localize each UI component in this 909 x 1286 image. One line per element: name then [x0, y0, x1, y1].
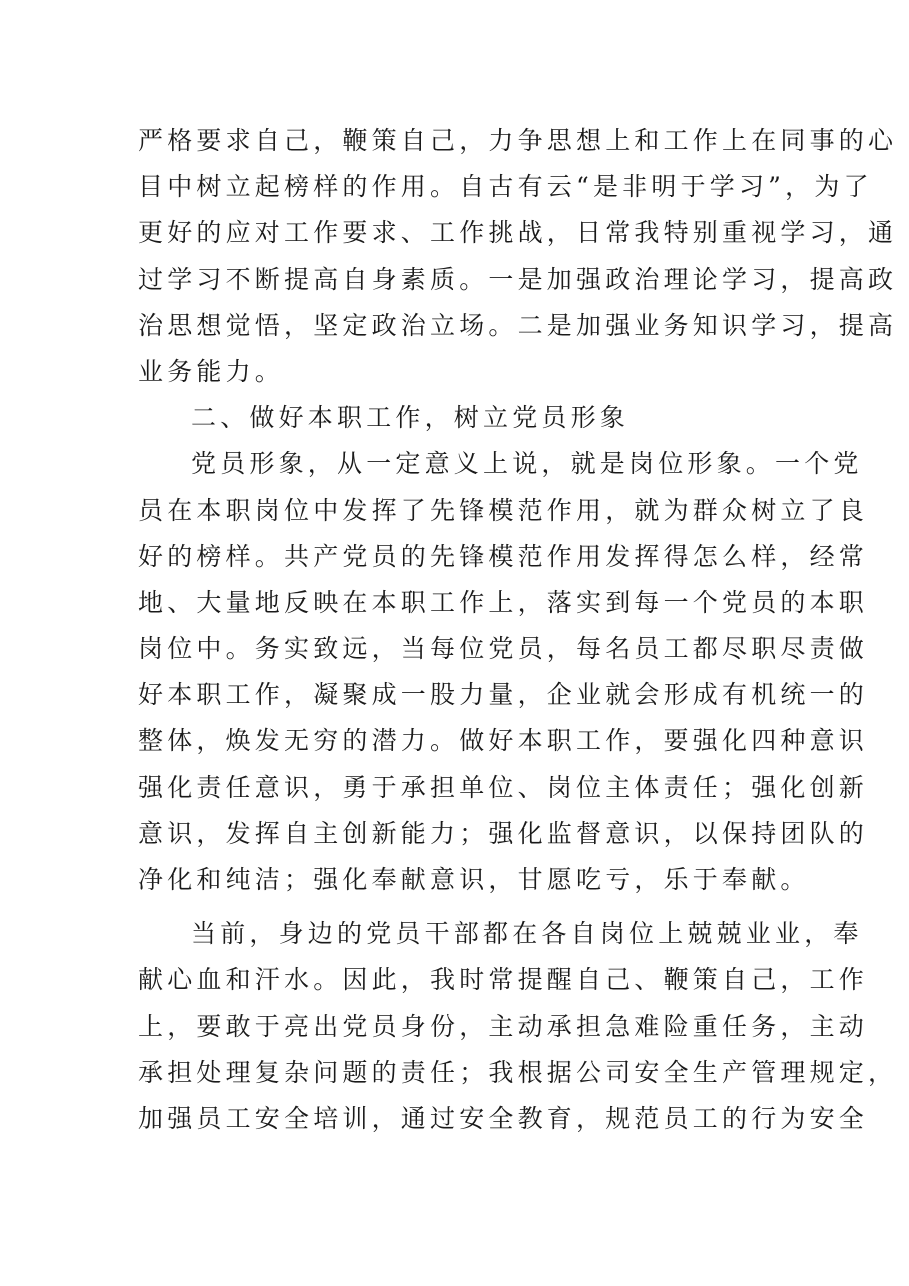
body-line: 加强员工安全培训，通过安全教育，规范员工的行为安全 — [138, 1103, 869, 1133]
body-line: 意识，发挥自主创新能力；强化监督意识，以保持团队的 — [138, 818, 869, 848]
body-line: 岗位中。务实致远，当每位党员，每名员工都尽职尽责做 — [138, 634, 869, 664]
document-body — [138, 118, 898, 1142]
body-line: 承担处理复杂问题的责任；我根据公司安全生产管理规定， — [138, 1057, 898, 1087]
body-line: 献心血和汗水。因此，我时常提醒自己、鞭策自己，工作 — [138, 965, 869, 995]
body-line: 强化责任意识，勇于承担单位、岗位主体责任；强化创新 — [138, 772, 869, 802]
body-line: 严格要求自己，鞭策自己，力争思想上和工作上在同事的心 — [138, 126, 898, 155]
body-line: 党员形象，从一定意义上说，就是岗位形象。一个党 — [191, 449, 863, 479]
body-line: 过学习不断提高自身素质。一是加强政治理论学习，提高政 — [138, 264, 898, 294]
body-line: 地、大量地反映在本职工作上，落实到每一个党员的本职 — [138, 587, 869, 617]
body-line: 员在本职岗位中发挥了先锋模范作用，就为群众树立了良 — [138, 495, 869, 525]
body-line: 净化和纯洁；强化奉献意识，甘愿吃亏，乐于奉献。 — [138, 865, 810, 894]
body-line: 业务能力。 — [138, 356, 285, 386]
body-line: 好的榜样。共产党员的先锋模范作用发挥得怎么样，经常 — [138, 541, 869, 571]
body-line: 当前，身边的党员干部都在各自岗位上兢兢业业，奉 — [191, 919, 863, 949]
body-line: 整体，焕发无穷的潜力。做好本职工作，要强化四种意识 — [138, 726, 869, 756]
paragraph-gap — [138, 903, 778, 911]
body-line: 更好的应对工作要求、工作挑战，日常我特别重视学习，通 — [138, 218, 898, 248]
body-line: 好本职工作，凝聚成一股力量，企业就会形成有机统一的 — [138, 680, 869, 710]
section-heading: 二、做好本职工作，树立党员形象 — [191, 403, 630, 433]
body-line: 治思想觉悟，坚定政治立场。二是加强业务知识学习，提高 — [138, 310, 898, 340]
body-line: 上，要敢于亮出党员身份，主动承担急难险重任务，主动 — [138, 1011, 869, 1041]
body-line: 目中树立起榜样的作用。自古有云“是非明于学习”，为了 — [138, 172, 873, 202]
